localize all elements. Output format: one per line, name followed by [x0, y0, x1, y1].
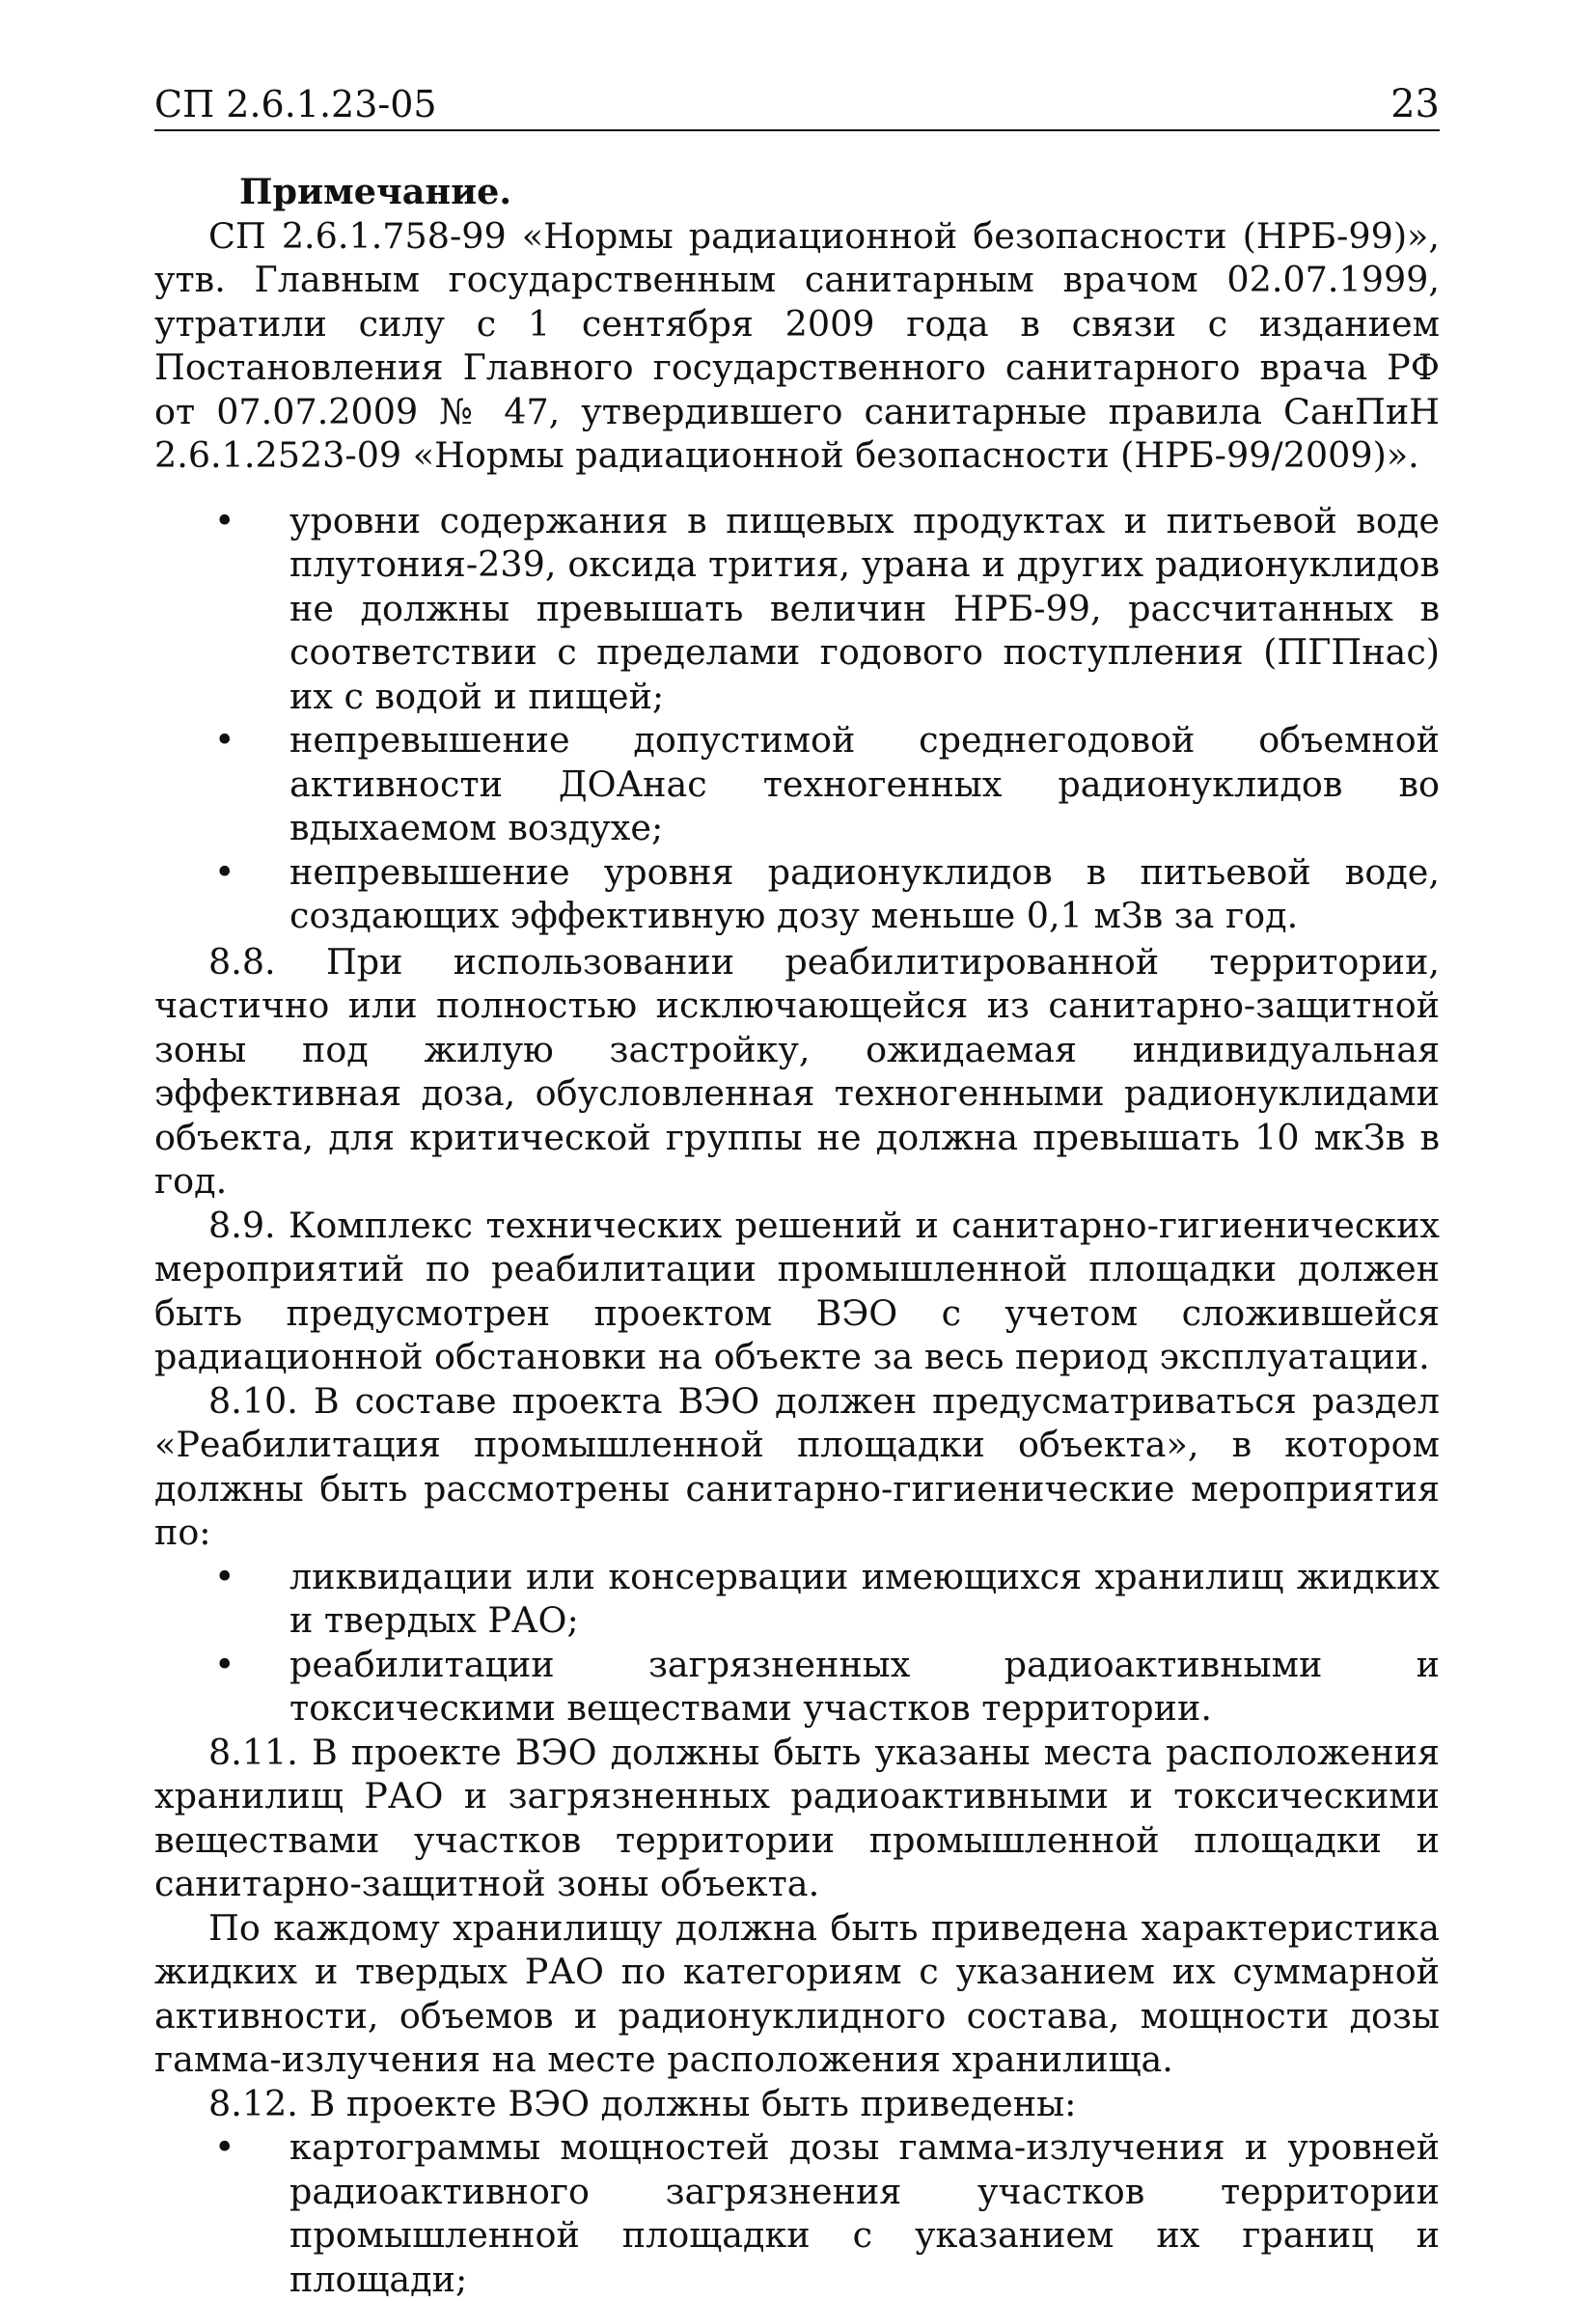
paragraph-8-8: 8.8. При использовании реабилитированной территории, частично или полностью исключающейся из санитарно-защитной зоны под жилую застройку, ожидаемая индивидуальная эффективная доза, обусловленная техногенными радионуклидами объекта, для критической группы не должна превышать 10 мкЗв в год.: [154, 940, 1440, 1202]
paragraph-8-10: 8.10. В составе проекта ВЭО должен предусматриваться раздел «Реабилитация промышленной площадки объекта», в котором должны быть рассмотрены санитарно-гигиенические мероприятия по:: [154, 1379, 1440, 1553]
list-item: [154, 850, 1440, 938]
bullet-list-rehabilitation: [154, 1555, 1440, 1731]
page-header: [154, 75, 1440, 131]
list-item: [154, 2125, 1440, 2301]
bullet-icon: •: [214, 719, 235, 761]
document-code: СП 2.6.1.23-05: [154, 83, 437, 125]
note-text: СП 2.6.1.758-99 «Нормы радиационной безопасности (НРБ-99)», утв. Главным государственным санитарным врачом 02.07.1999, утратили силу с 1 сентября 2009 года в связи с изданием Постановления Главного государственного санитарного врача РФ от 07.07.2009 № 47, утвердившего санитарные правила СанПиН 2.6.1.2523-09 «Нормы радиационной безопасности (НРБ-99/2009)».: [154, 214, 1440, 476]
list-item: [154, 1555, 1440, 1643]
bullet-icon: •: [214, 1643, 235, 1685]
list-item: [154, 1643, 1440, 1731]
bullet-list-requirements: [154, 499, 1440, 938]
paragraph-storage: По каждому хранилищу должна быть приведена характеристика жидких и твердых РАО по категориям с указанием их суммарной активности, объемов и радионуклидного состава, мощности дозы гамма-излучения на месте расположения хранилища.: [154, 1906, 1440, 2080]
paragraph-8-11: 8.11. В проекте ВЭО должны быть указаны места расположения хранилищ РАО и загрязненных радиоактивными и токсическими веществами участков территории промышленной площадки и санитарно-защитной зоны объекта.: [154, 1731, 1440, 1904]
list-item: [154, 718, 1440, 850]
list-item-text: уровни содержания в пищевых продуктах и питьевой воде плутония-239, оксида трития, урана и других радионуклидов не должны превышать величин НРБ-99, рассчитанных в соответствии с пределами годового поступления (ПГПнас) их с водой и пищей;: [289, 499, 1440, 717]
note-title: Примечание.: [239, 171, 512, 212]
page-body: [154, 170, 1440, 2301]
bullet-icon: •: [214, 2126, 235, 2168]
bullet-icon: •: [214, 850, 235, 893]
paragraph-8-9: 8.9. Комплекс технических решений и санитарно-гигиенических мероприятий по реабилитации промышленной площадки должен быть предусмотрен проектом ВЭО с учетом сложившейся радиационной обстановки на объекте за весь период эксплуатации.: [154, 1204, 1440, 1377]
list-item-text: картограммы мощностей дозы гамма-излучения и уровней радиоактивного загрязнения участков территории промышленной площадки с указанием их границ и площади;: [289, 2126, 1440, 2300]
paragraph-8-12: 8.12. В проекте ВЭО должны быть приведены:: [208, 2082, 1077, 2124]
list-item-text: непревышение уровня радионуклидов в питьевой воде, создающих эффективную дозу меньше 0,1 мЗв за год.: [289, 850, 1440, 936]
page-number: 23: [1390, 82, 1440, 126]
list-item-text: реабилитации загрязненных радиоактивными и токсическими веществами участков территории.: [289, 1643, 1440, 1729]
bullet-list-cartograms: [154, 2125, 1440, 2301]
list-item-text: непревышение допустимой среднегодовой объемной активности ДОАнас техногенных радионуклидов во вдыхаемом воздухе;: [289, 719, 1440, 848]
note-block: [154, 170, 1440, 478]
list-item: [154, 499, 1440, 719]
bullet-icon: •: [214, 499, 235, 541]
list-item-text: ликвидации или консервации имеющихся хранилищ жидких и твердых РАО;: [289, 1555, 1440, 1641]
bullet-icon: •: [214, 1555, 235, 1597]
